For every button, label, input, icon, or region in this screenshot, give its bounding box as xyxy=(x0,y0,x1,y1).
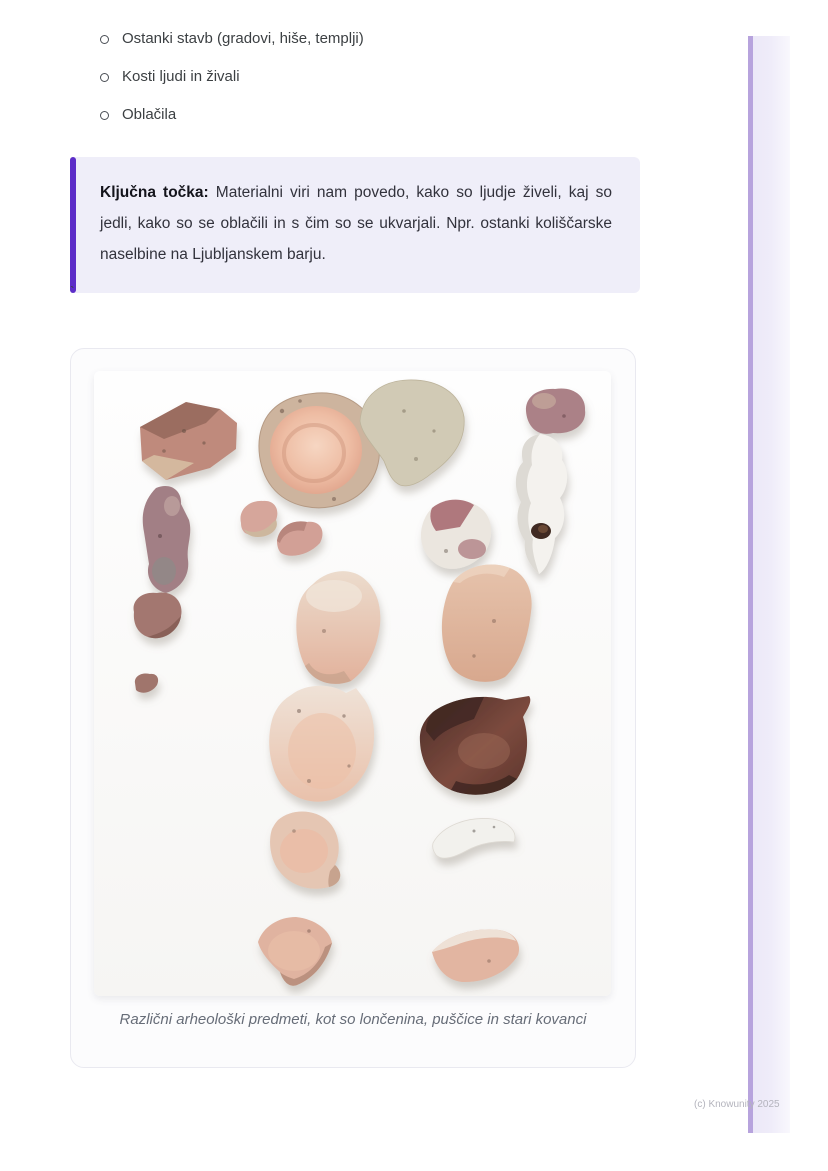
fragment-white-crescent xyxy=(433,818,515,858)
fragment-white-bone xyxy=(516,434,567,574)
fragment-pink-shard-right xyxy=(442,564,532,681)
fragment-white-mauve xyxy=(421,500,491,569)
bullet-list xyxy=(100,28,364,142)
list-item xyxy=(100,66,364,88)
fragment-pink-pair xyxy=(241,501,323,556)
scrollbar-track[interactable] xyxy=(748,36,790,1133)
callout-label: Ključna točka: xyxy=(100,184,209,201)
fragment-pale-pink-large xyxy=(269,686,374,802)
fragment-red-shard xyxy=(140,402,237,480)
fragment-dark-maroon xyxy=(420,696,530,795)
callout-accent-bar xyxy=(70,157,76,293)
fragment-bowl xyxy=(259,393,379,508)
copyright-notice: (c) Knowunity 2025 xyxy=(694,1099,780,1110)
bullet-icon xyxy=(100,35,109,44)
fragment-pink-wedge xyxy=(258,917,332,986)
fragment-pink-curved xyxy=(432,929,519,982)
fragment-small-mauve xyxy=(526,388,585,433)
figure-card xyxy=(70,348,636,1068)
stray-backtick: ` xyxy=(70,283,75,299)
fragment-tiny xyxy=(135,673,158,692)
fragment-pink-shard-left xyxy=(296,571,380,684)
fragment-tall-mauve xyxy=(143,486,191,593)
list-item-text: Kosti ljudi in živali xyxy=(122,68,240,85)
figure-caption: Različni arheološki predmeti, kot so lončenina, puščice in stari kovanci xyxy=(119,1011,587,1028)
bullet-icon xyxy=(100,111,109,120)
list-item-text: Oblačila xyxy=(122,106,177,123)
scrollbar-thumb[interactable] xyxy=(748,36,753,1133)
callout-text xyxy=(100,177,612,270)
fragment-pink-medium xyxy=(270,811,340,888)
callout-body: Materialni viri nam povedo, kako so ljudje živeli, kaj so jedli, kako so se oblačili in s čim so se ukvarjali. Npr. ostanki koliščarske naselbine na Ljubljanskem barju. xyxy=(100,184,612,263)
key-point-callout xyxy=(70,157,640,293)
fragment-small-mauve-2 xyxy=(134,593,182,639)
pottery-fragments-illustration xyxy=(94,371,611,996)
list-item xyxy=(100,104,364,126)
list-item xyxy=(100,28,364,50)
bullet-icon xyxy=(100,73,109,82)
list-item-text: Ostanki stavb (gradovi, hiše, templji) xyxy=(122,30,364,47)
artifact-photo xyxy=(94,371,611,996)
